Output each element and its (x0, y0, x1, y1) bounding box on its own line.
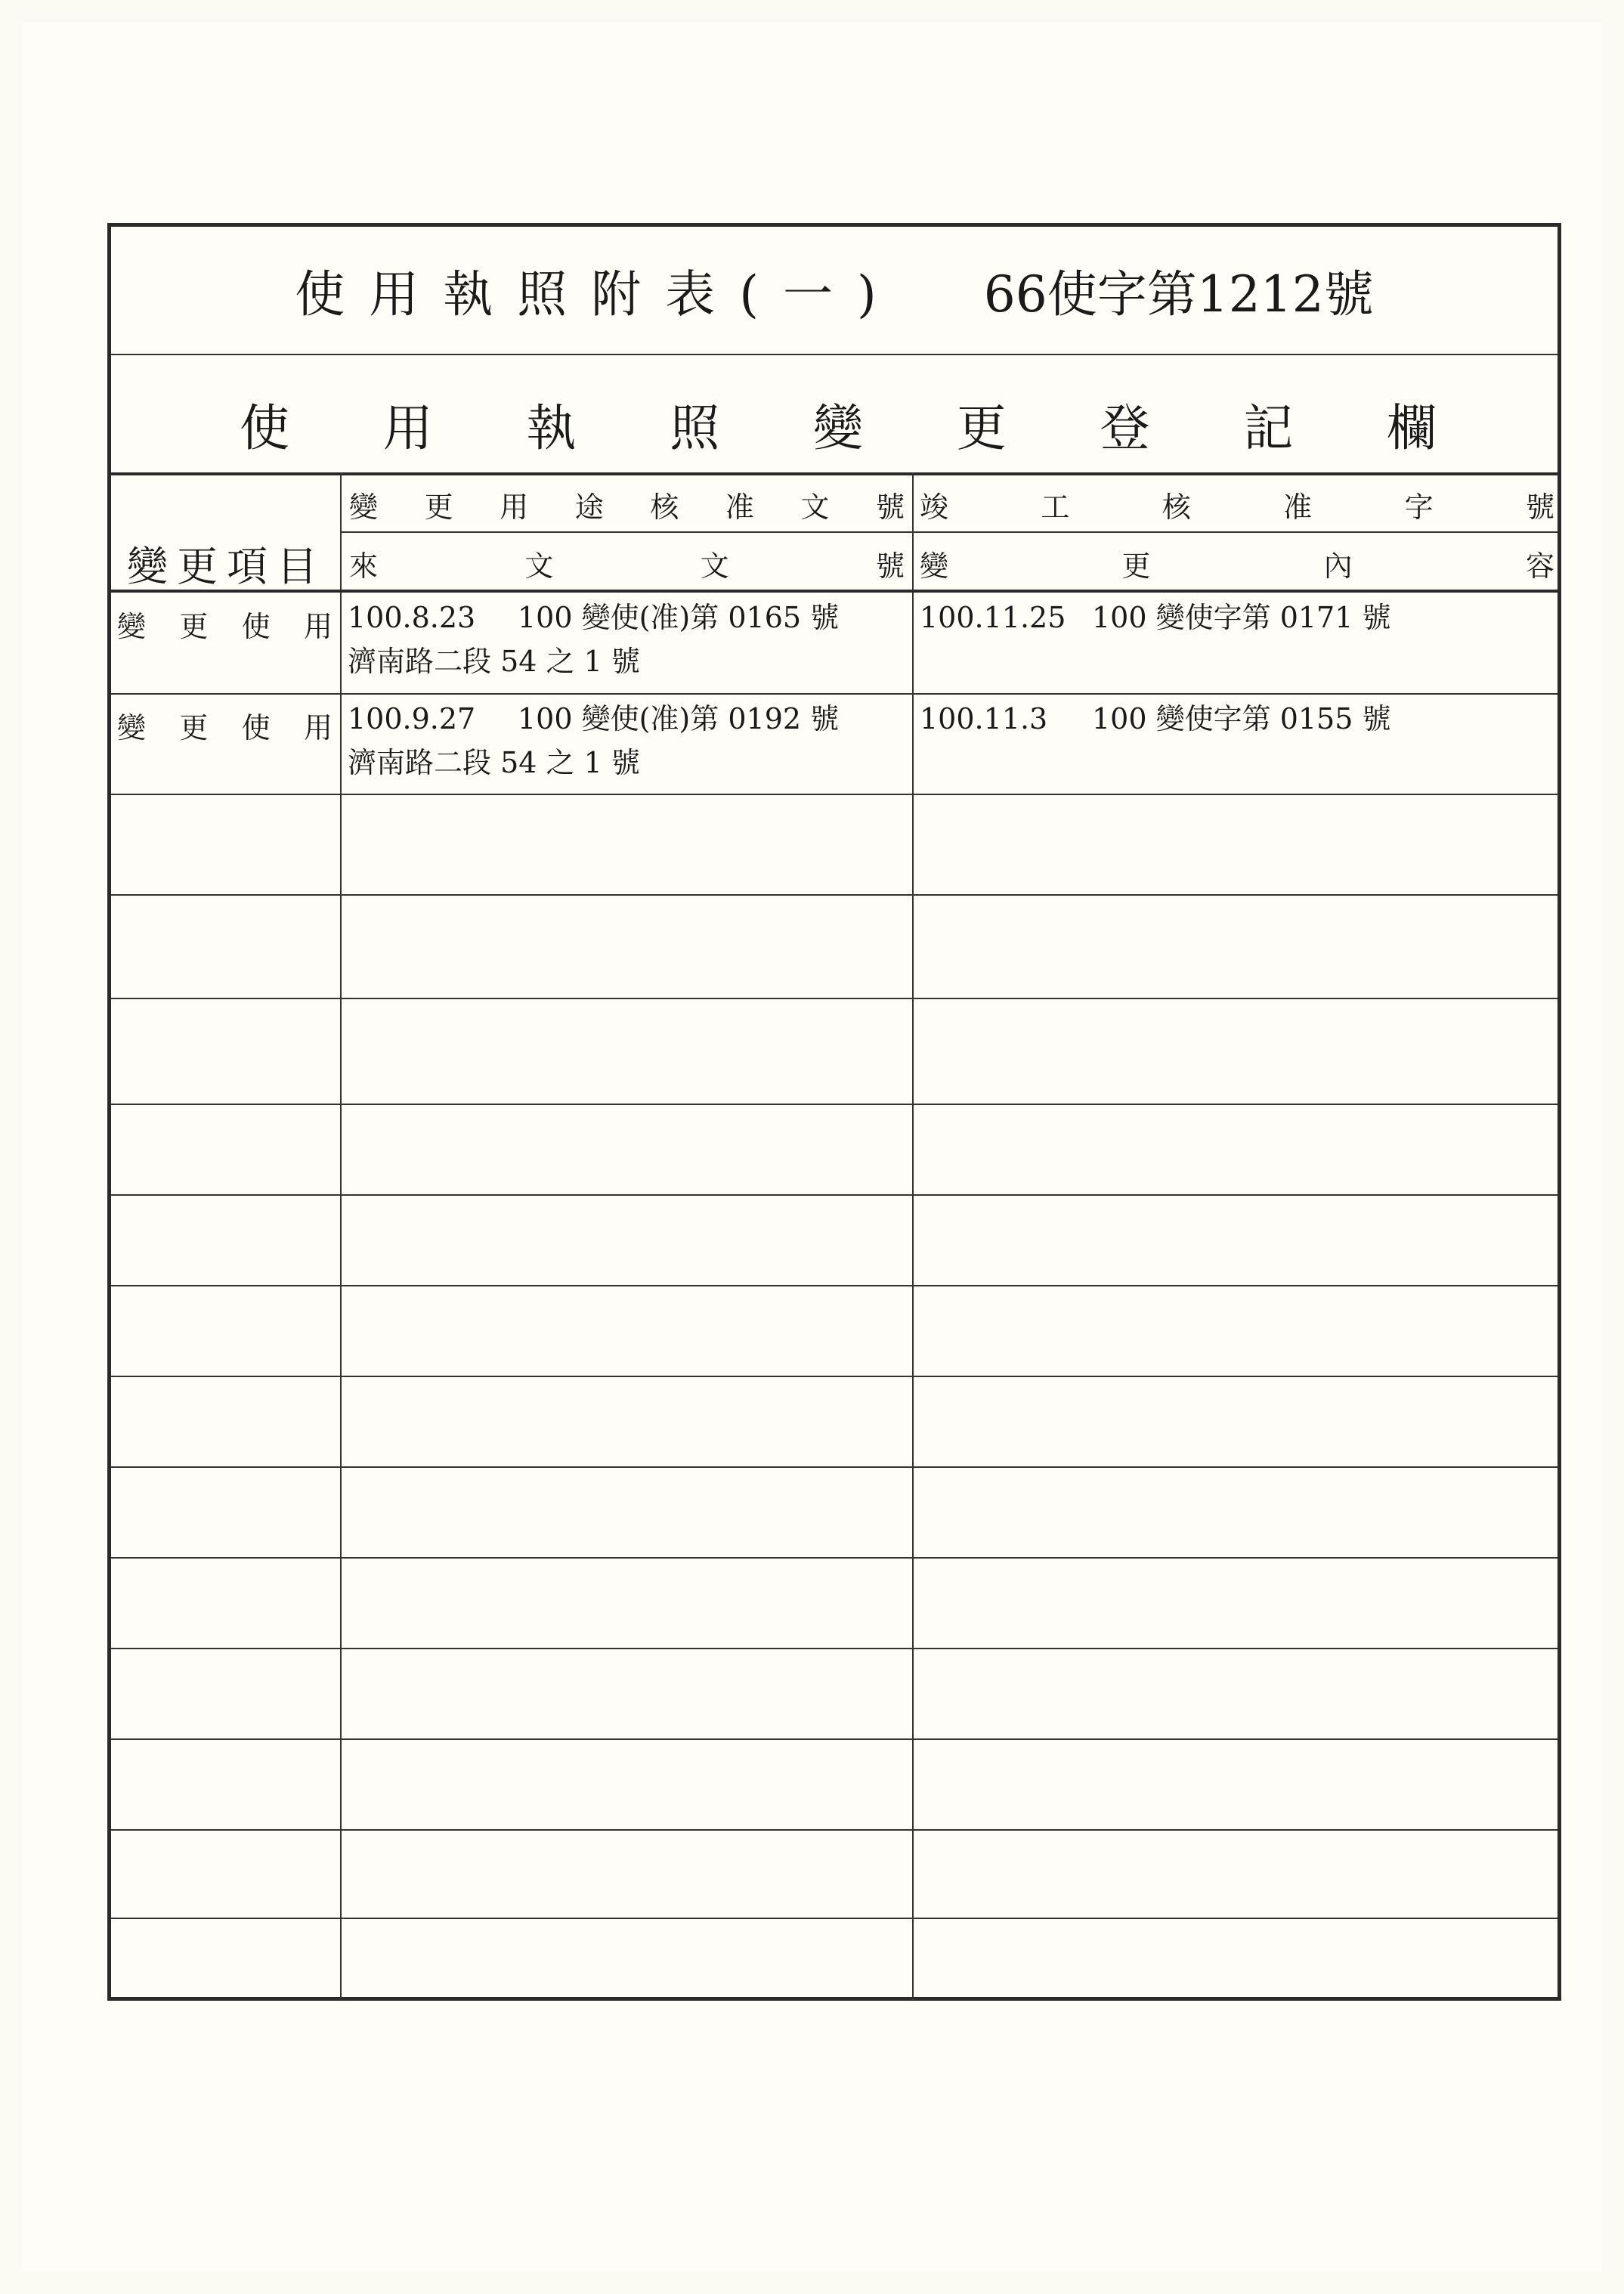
row-divider (111, 1285, 1557, 1286)
row-2-completion-no: 100 變使字第 0155 號 (1092, 702, 1391, 735)
row-2-address: 濟南路二段 54 之 1 號 (348, 746, 640, 779)
row-divider (111, 794, 1557, 795)
divider (111, 354, 1557, 355)
row-1-approval-no: 100 變使(准)第 0165 號 (518, 601, 840, 634)
row-1-completion-date: 100.11.25 (920, 601, 1066, 634)
row-divider (111, 1466, 1557, 1468)
document-page (23, 23, 1602, 2271)
header-completion-no: 竣 工 核 准 字 號 (920, 491, 1554, 524)
column-divider (340, 472, 342, 2001)
row-2-item: 變 更 使 用 (117, 711, 333, 745)
row-divider (111, 1648, 1557, 1649)
row-divider (111, 1829, 1557, 1831)
row-1-item: 變 更 使 用 (117, 610, 333, 643)
header-incoming-doc-no: 來 文 文 號 (349, 550, 905, 583)
row-divider (111, 1918, 1557, 1919)
license-number: 66使字第1212號 (983, 265, 1374, 324)
row-divider (111, 894, 1557, 896)
row-divider (111, 1376, 1557, 1377)
row-2-completion-date: 100.11.3 (920, 702, 1048, 735)
row-1-approval-date: 100.8.23 (348, 601, 476, 634)
row-2-approval-date: 100.9.27 (348, 702, 476, 735)
row-1-address: 濟南路二段 54 之 1 號 (348, 645, 640, 678)
divider (111, 472, 1557, 475)
row-divider (111, 1738, 1557, 1740)
row-divider (111, 693, 1557, 695)
header-change-item: 變更項目 (127, 542, 326, 590)
row-divider (111, 1557, 1557, 1559)
row-divider (111, 998, 1557, 999)
header-change-content: 變 更 內 容 (920, 550, 1554, 583)
form-title (111, 255, 1557, 324)
column-divider (912, 472, 914, 2001)
row-2-approval-no: 100 變使(准)第 0192 號 (518, 702, 840, 735)
row-1-completion-no: 100 變使字第 0171 號 (1092, 601, 1391, 634)
form-title-name: 使用執照附表(一) (295, 265, 901, 324)
row-divider (111, 1104, 1557, 1105)
section-title: 使 用 執 照 變 更 登 記 欄 (240, 398, 1437, 457)
form-frame (107, 223, 1561, 2001)
divider (111, 590, 1557, 593)
row-divider (111, 1194, 1557, 1196)
header-approval-doc-no: 變 更 用 途 核 准 文 號 (349, 491, 905, 524)
header-subdivider (340, 531, 1557, 533)
